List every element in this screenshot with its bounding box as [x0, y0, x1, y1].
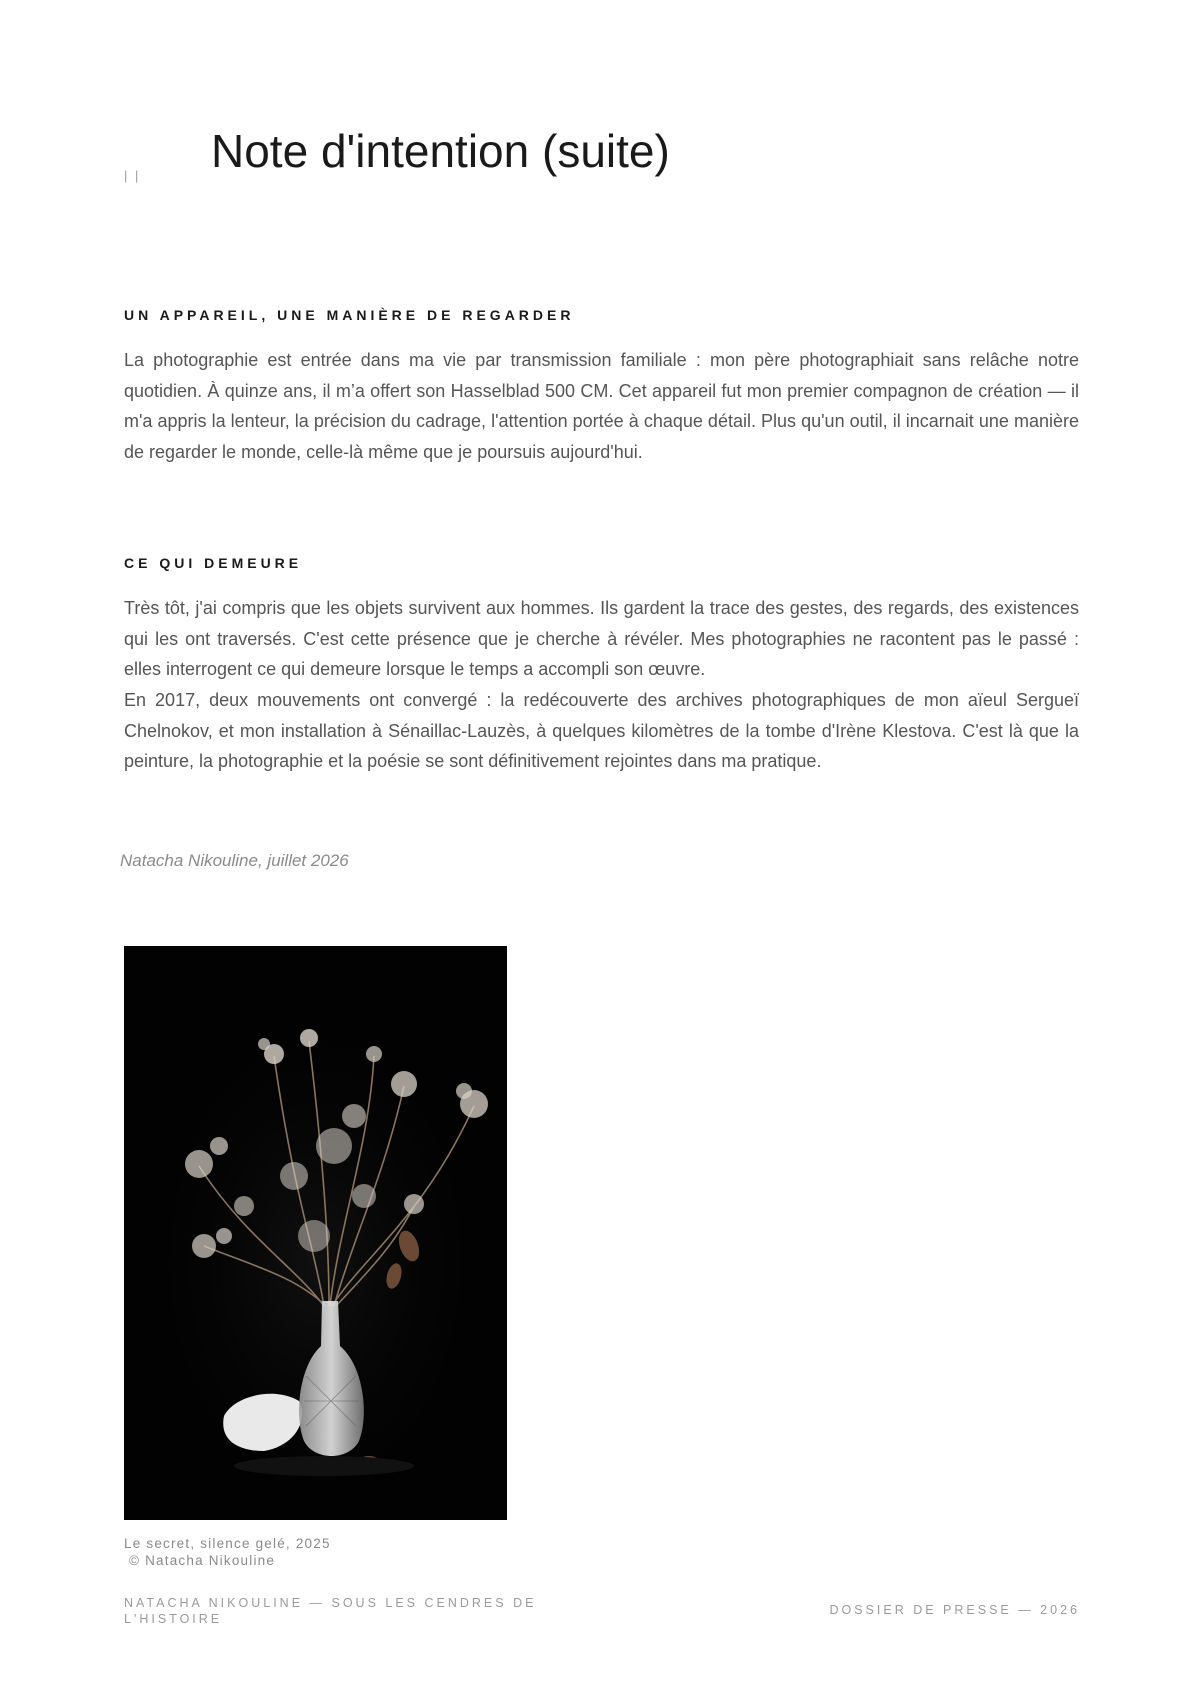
footer-right: DOSSIER DE PRESSE — 2026	[829, 1603, 1080, 1617]
paragraph-demeure-2: En 2017, deux mouvements ont convergé : la redécouverte des archives photographiques de mon aïeul Sergueï Chelnokov, et mon installation à Sénaillac-Lauzès, à quelques kilomètres de la tombe d'Irène Klestova. C'est là que la peinture, la photographie et la poésie se sont définitivement rejointes dans ma pratique.	[124, 690, 1079, 771]
caption-credit: © Natacha Nikouline	[129, 1553, 276, 1568]
section-heading-demeure: CE QUI DEMEURE	[124, 555, 303, 571]
page-number: | |	[124, 168, 141, 183]
paragraph-appareil: La photographie est entrée dans ma vie par transmission familiale : mon père photographiait sans relâche notre quotidien. À quinze ans, il m’a offert son Hasselblad 500 CM. Cet appareil fut mon premier compagnon de création — il m'a appris la lenteur, la précision du cadrage, l'attention portée à chaque détail. Plus qu'un outil, il incarnait une manière de regarder le monde, celle-là même que je poursuis aujourd'hui.	[124, 350, 1079, 462]
caption-title: Le secret, silence gelé, 2025	[124, 1536, 331, 1551]
page-title: Note d'intention (suite)	[211, 125, 670, 177]
signature: Natacha Nikouline, juillet 2026	[120, 851, 349, 870]
section-heading-appareil: UN APPAREIL, UNE MANIÈRE DE REGARDER	[124, 307, 575, 323]
photo-dried-flowers-vase	[124, 946, 507, 1520]
paragraph-demeure-1: Très tôt, j'ai compris que les objets survivent aux hommes. Ils gardent la trace des gestes, des regards, des existences qui les ont traversés. C'est cette présence que je cherche à révéler. Mes photographies ne racontent pas le passé : elles interrogent ce qui demeure lorsque le temps a accompli son œuvre.	[124, 598, 1079, 679]
photo-caption	[124, 1535, 331, 1569]
footer-left: NATACHA NIKOULINE — SOUS LES CENDRES DE L'HISTOIRE	[124, 1596, 537, 1626]
